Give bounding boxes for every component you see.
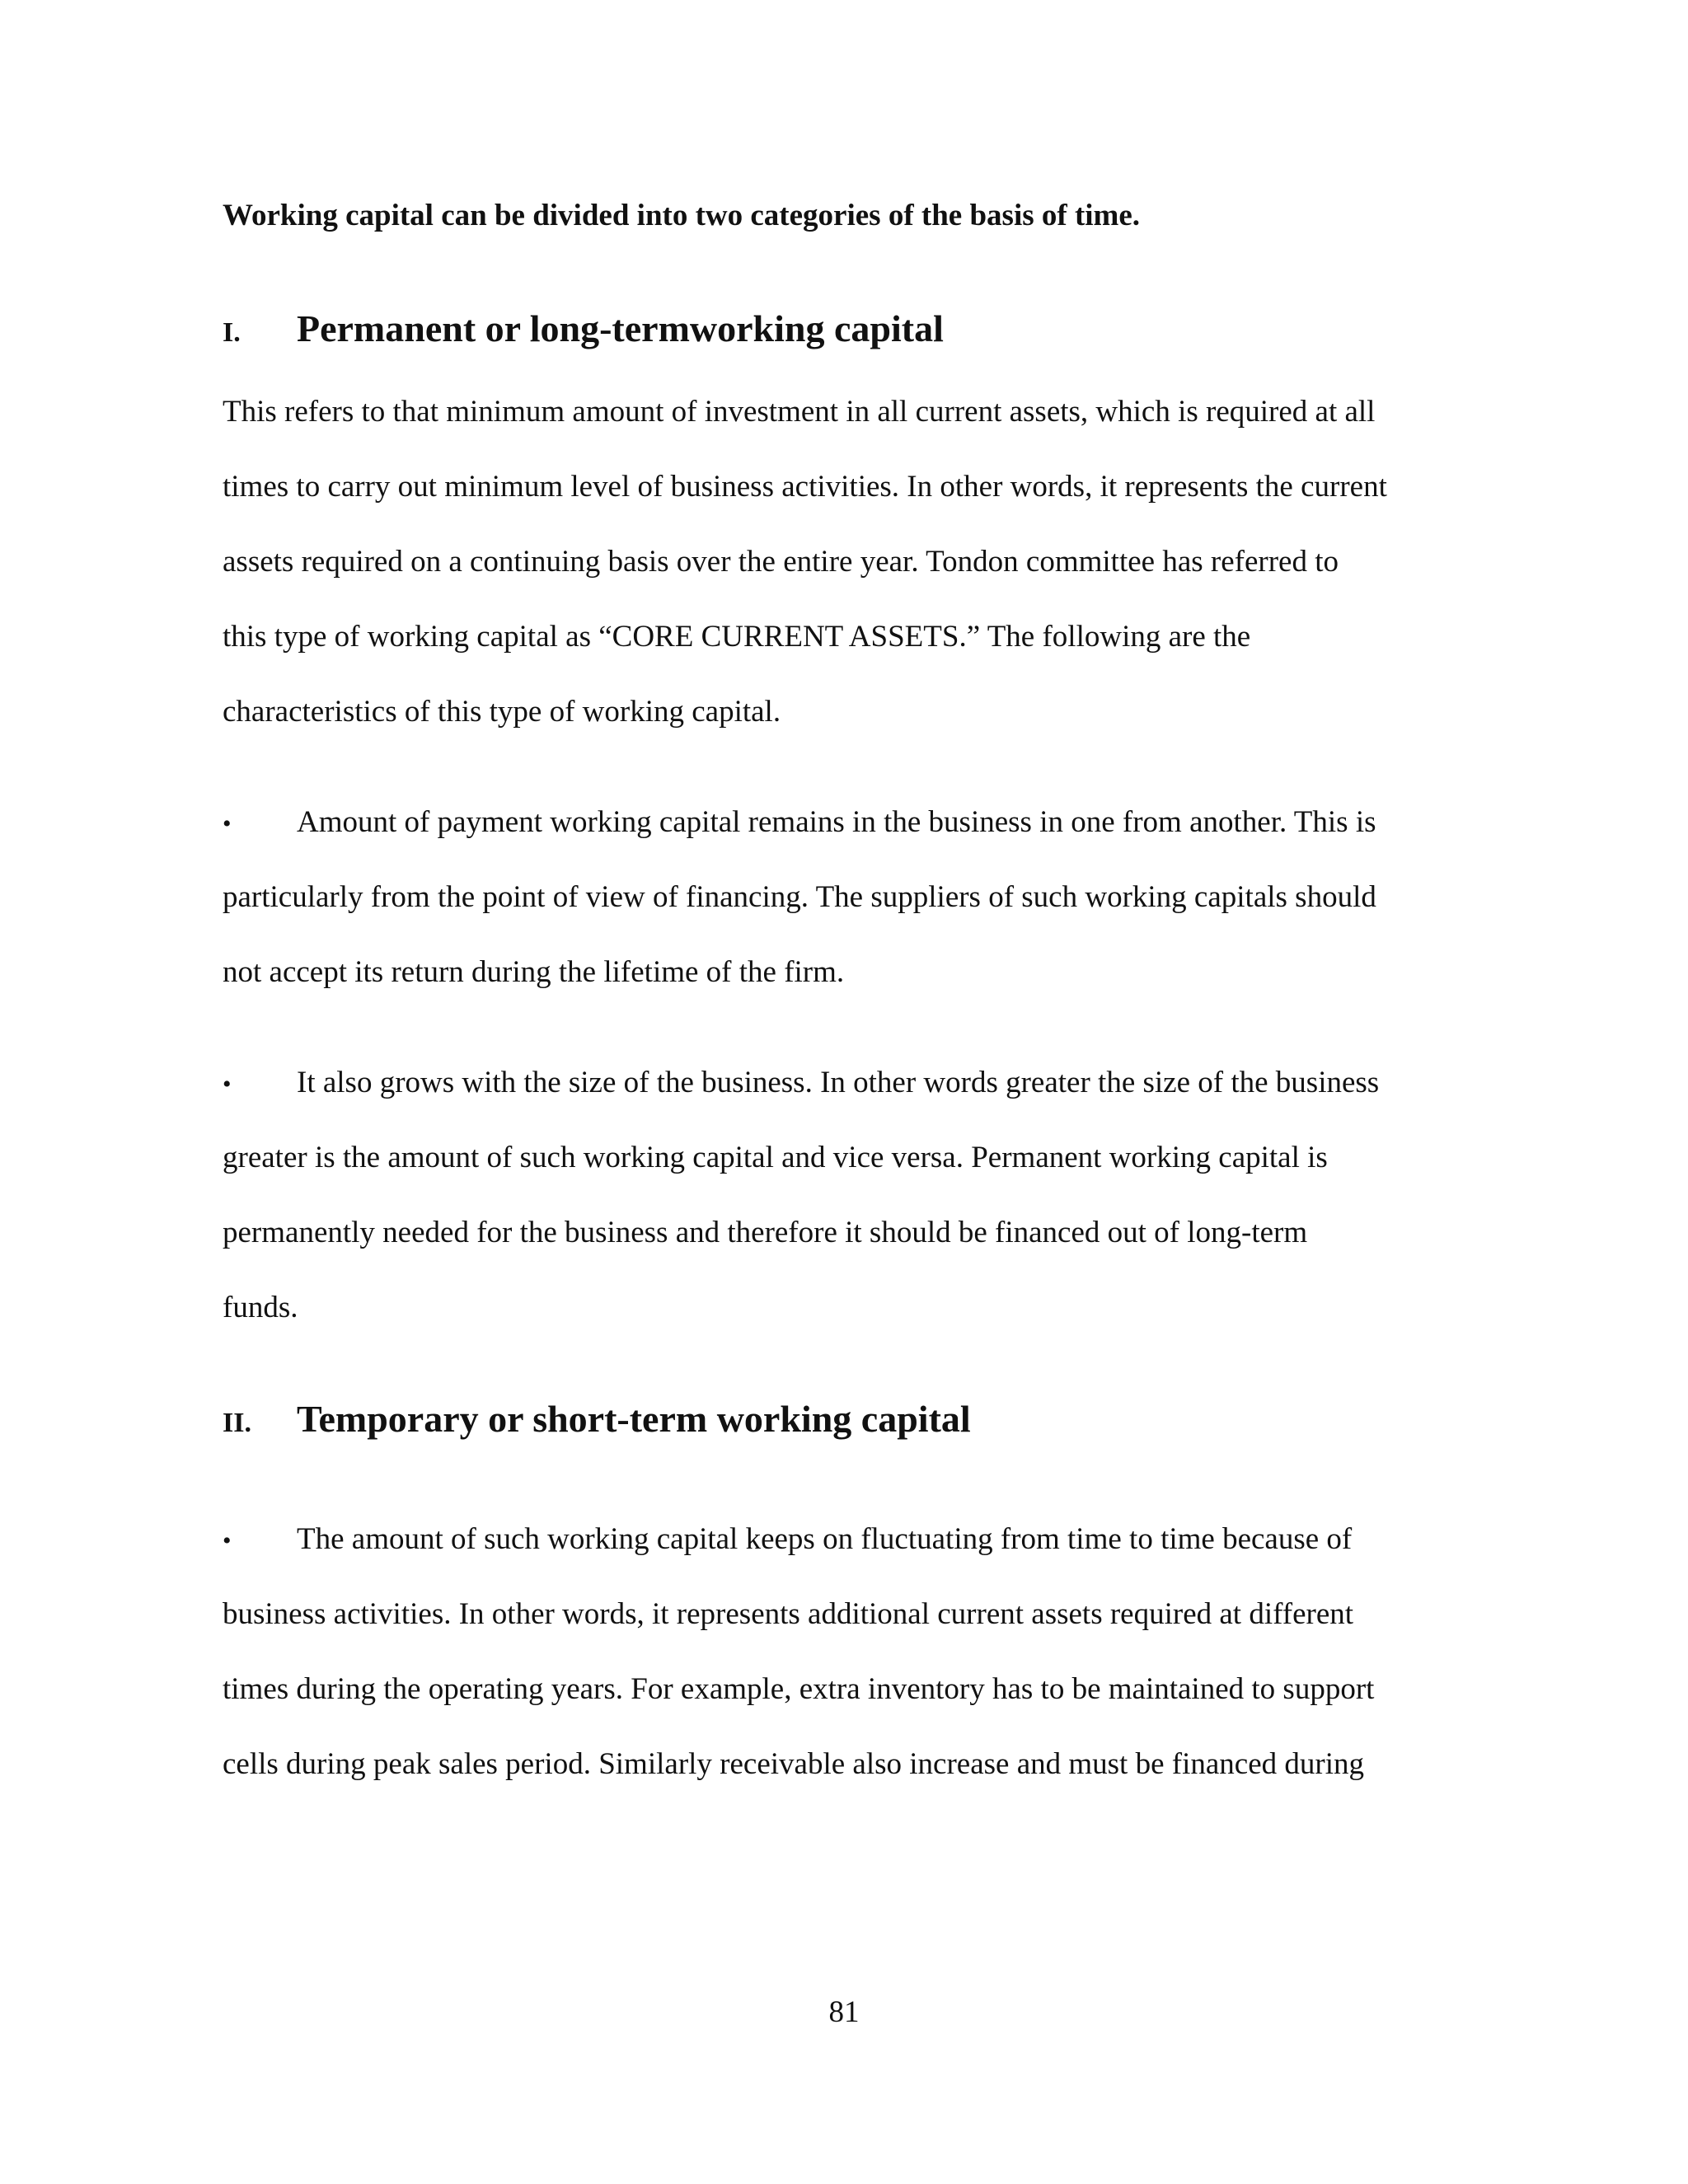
bullet-text-line: cells during peak sales period. Similarly receivable also increase and must be financed during [223, 1747, 1364, 1781]
section-1-paragraph-line: this type of working capital as “CORE CURRENT ASSETS.” The following are the [223, 620, 1251, 654]
bullet-text-line: funds. [223, 1291, 298, 1324]
section-1-number: I. [223, 317, 241, 348]
section-1-title: Permanent or long-termworking capital [297, 307, 944, 349]
section-1-paragraph-line: This refers to that minimum amount of investment in all current assets, which is required at all [223, 395, 1376, 429]
section-2-heading [223, 1397, 971, 1441]
section-1-paragraph-line: assets required on a continuing basis over the entire year. Tondon committee has referred to [223, 545, 1339, 579]
bullet-text-line: permanently needed for the business and therefore it should be financed out of long-term [223, 1216, 1308, 1249]
bullet-icon: • [223, 1071, 232, 1098]
bullet-text-line: The amount of such working capital keeps on fluctuating from time to time because of [297, 1522, 1353, 1556]
bullet-text-line: particularly from the point of view of financing. The suppliers of such working capitals should [223, 880, 1376, 914]
bullet-text-line: times during the operating years. For example, extra inventory has to be maintained to support [223, 1672, 1375, 1706]
page-number: 81 [828, 1995, 860, 2029]
bullet-text-line: It also grows with the size of the business. In other words greater the size of the business [297, 1066, 1380, 1099]
bullet-icon: • [223, 1527, 232, 1554]
section-1-paragraph-line: times to carry out minimum level of business activities. In other words, it represents the current [223, 470, 1387, 504]
section-1-bullet-2 [223, 1065, 1379, 1100]
section-2-bullet-1 [223, 1521, 1352, 1557]
section-1-paragraph-line: characteristics of this type of working capital. [223, 695, 781, 729]
intro-statement: Working capital can be divided into two categories of the basis of time. [223, 199, 1141, 232]
bullet-text-line: not accept its return during the lifetime of the firm. [223, 955, 845, 989]
bullet-icon: • [223, 810, 232, 837]
bullet-text-line: business activities. In other words, it represents additional current assets required at different [223, 1597, 1354, 1631]
bullet-text-line: greater is the amount of such working capital and vice versa. Permanent working capital is [223, 1141, 1328, 1174]
bullet-text-line: Amount of payment working capital remains in the business in one from another. This is [297, 805, 1376, 839]
section-2-number: II. [223, 1408, 251, 1438]
section-2-title: Temporary or short-term working capital [297, 1398, 971, 1440]
section-1-bullet-1 [223, 804, 1376, 840]
section-1-heading [223, 307, 944, 350]
